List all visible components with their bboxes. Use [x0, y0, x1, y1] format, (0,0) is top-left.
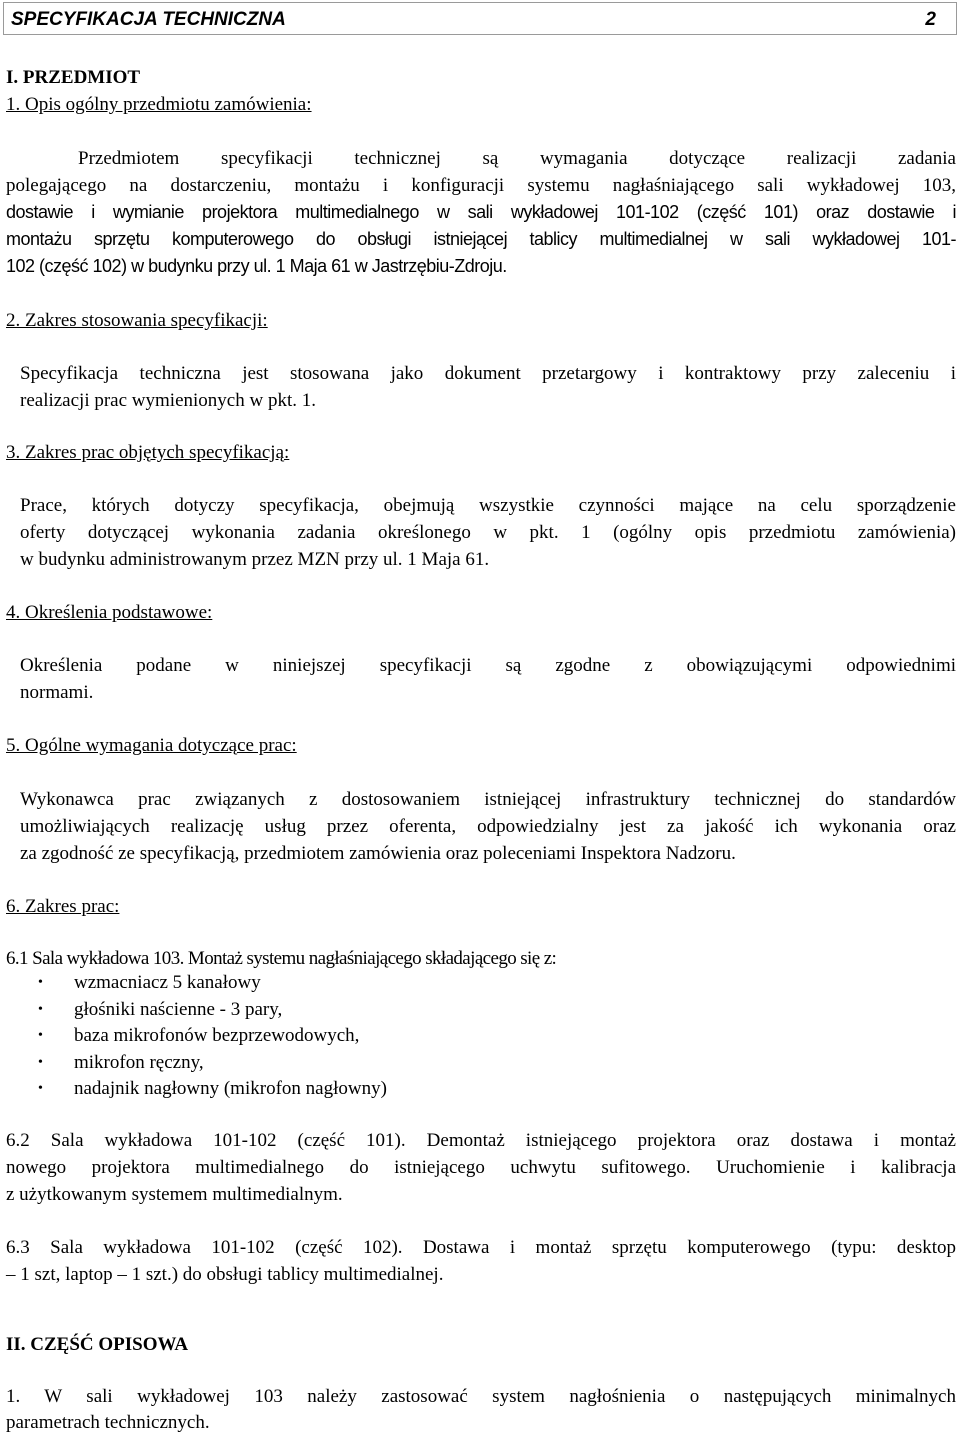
- subsection-title-2: 2. Zakres stosowania specyfikacji:: [6, 310, 268, 331]
- paragraph-line: 1. W sali wykładowej 103 należy zastosować system nagłośnienia o następujących minimalnych: [6, 1386, 956, 1407]
- bullet-icon: •: [38, 1028, 43, 1043]
- item-label: 6.1 Sala wykładowa 103.: [6, 948, 184, 969]
- bullet-icon: •: [38, 1054, 43, 1070]
- list-item: • baza mikrofonów bezprzewodowych,: [6, 1023, 606, 1050]
- item-text: Montaż systemu nagłaśniającego składającego się z:: [183, 948, 557, 969]
- item-6-1: [6, 948, 956, 970]
- section-heading-przedmiot: I. PRZEDMIOT: [6, 67, 141, 88]
- paragraph-line: z użytkowanym systemem multimedialnym.: [6, 1184, 343, 1205]
- paragraph-line: nowego projektora multimedialnego do istniejącego uchwytu sufitowego. Uruchomienie i kalibracja: [6, 1157, 956, 1178]
- paragraph-line: umożliwiających realizację usług przez oferenta, odpowiedzialny jest za jakość ich wykonania oraz: [20, 816, 956, 837]
- subsection-title-3: 3. Zakres prac objętych specyfikacją:: [6, 442, 290, 463]
- paragraph-line: w budynku administrowanym przez MZN przy ul. 1 Maja 61.: [20, 549, 490, 570]
- subsection-title-6: 6. Zakres prac:: [6, 896, 120, 917]
- paragraph-line: Prace, których dotyczy specyfikacja, obejmują wszystkie czynności mające na celu sporządzenie: [20, 495, 956, 516]
- paragraph-line: 102 (część 102) w budynku przy ul. 1 Maja 61 w Jastrzębiu-Zdroju.: [6, 256, 507, 276]
- page-number: 2: [925, 9, 936, 30]
- paragraph-line: montażu sprzętu komputerowego do obsługi istniejącej tablicy multimedialnej w sali wykładowej 101-: [6, 229, 956, 249]
- list-item: • mikrofon ręczny,: [6, 1050, 606, 1077]
- equipment-list: [6, 970, 606, 1103]
- subsection-title-5: 5. Ogólne wymagania dotyczące prac:: [6, 735, 297, 756]
- section-heading-czesc-opisowa: II. CZĘŚĆ OPISOWA: [6, 1334, 189, 1355]
- paragraph-line: polegającego na dostarczeniu, montażu i konfiguracji systemu nagłaśniającego sali wykładowej 103,: [6, 175, 956, 196]
- subsection-title-1: 1. Opis ogólny przedmiotu zamówienia:: [6, 94, 312, 115]
- paragraph-line: za zgodność ze specyfikacją, przedmiotem zamówienia oraz poleceniami Inspektora Nadzoru.: [20, 843, 736, 864]
- bullet-icon: •: [38, 975, 43, 990]
- bullet-icon: •: [38, 1001, 43, 1017]
- paragraph-line: – 1 szt, laptop – 1 szt.) do obsługi tablicy multimedialnej.: [6, 1264, 444, 1285]
- paragraph-line: Określenia podane w niniejszej specyfikacji są zgodne z obowiązującymi odpowiednimi: [20, 655, 956, 676]
- subsection-title-4: 4. Określenia podstawowe:: [6, 602, 213, 623]
- bullet-icon: •: [38, 1081, 43, 1096]
- paragraph-line: parametrach technicznych.: [6, 1412, 210, 1433]
- paragraph-line: oferty dotyczącej wykonania zadania określonego w pkt. 1 (ogólny opis przedmiotu zamówienia): [20, 522, 956, 543]
- paragraph-line: Wykonawca prac związanych z dostosowaniem istniejącej infrastruktury technicznej do standardów: [20, 789, 956, 810]
- paragraph-line: realizacji prac wymienionych w pkt. 1.: [20, 390, 316, 411]
- paragraph-line: dostawie i wymianie projektora multimedialnego w sali wykładowej 101-102 (część 101) oraz dostawie i: [6, 202, 956, 222]
- paragraph-line: 6.3 Sala wykładowa 101-102 (część 102). Dostawa i montaż sprzętu komputerowego (typu: desktop: [6, 1237, 956, 1258]
- document-title: SPECYFIKACJA TECHNICZNA: [11, 9, 286, 30]
- page-header: [3, 2, 957, 35]
- list-item: • wzmacniacz 5 kanałowy: [6, 970, 606, 997]
- list-item: • głośniki naścienne - 3 pary,: [6, 997, 606, 1024]
- paragraph-line: 6.2 Sala wykładowa 101-102 (część 101). Demontaż istniejącego projektora oraz dostawa i montaż: [6, 1130, 956, 1151]
- paragraph-line: normami.: [20, 682, 94, 703]
- list-item: • nadajnik nagłowny (mikrofon nagłowny): [6, 1076, 606, 1103]
- paragraph-line: Specyfikacja techniczna jest stosowana jako dokument przetargowy i kontraktowy przy zaleceniu i: [20, 363, 956, 384]
- paragraph-line: Przedmiotem specyfikacji technicznej są wymagania dotyczące realizacji zadania: [78, 148, 956, 169]
